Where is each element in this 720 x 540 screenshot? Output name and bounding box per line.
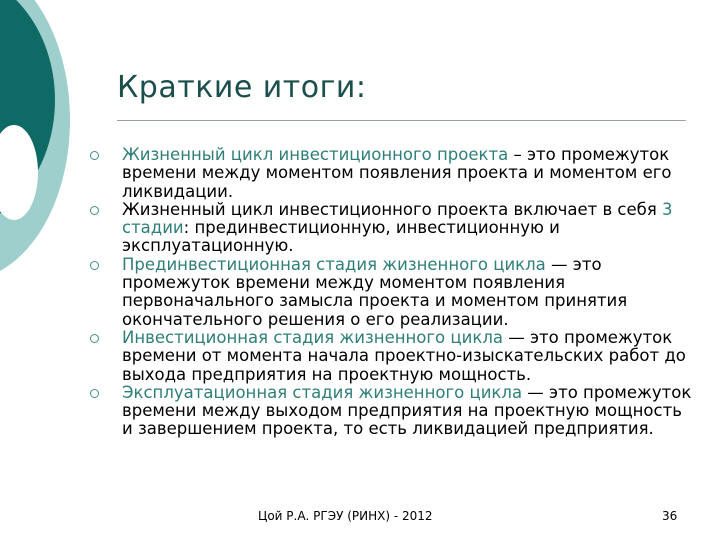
bullet-item [85, 384, 695, 439]
bullet-item [85, 256, 695, 329]
bullet-item [85, 201, 695, 256]
bullet-text: — это промежуток времени от момента начала проектно-изыскательских работ до выхода предприятия на проектную мощность. [122, 327, 686, 384]
bullet-text: — это промежуток времени между моментом появления первоначального замысла проекта и моментом принятия окончательного решения о его реализации. [122, 254, 628, 329]
bullet-text: : прединвестиционную, инвестиционную и эксплуатационную. [122, 218, 560, 256]
circle-bullet-icon [90, 334, 99, 343]
circle-bullet-icon [90, 389, 99, 398]
circle-bullet-icon [90, 151, 99, 160]
page-number: 36 [662, 509, 678, 523]
circle-bullet-icon [90, 206, 99, 215]
bullet-item [85, 146, 695, 201]
bullet-item [85, 329, 695, 384]
bullet-list [85, 146, 695, 439]
bullet-lead-term: Прединвестиционная стадия жизненного цикла [122, 254, 546, 274]
slide-title: Краткие итоги: [117, 70, 367, 105]
bullet-lead-term: Инвестиционная стадия жизненного цикла [122, 327, 503, 347]
bullet-lead-term: Эксплуатационная стадия жизненного цикла [122, 382, 523, 402]
title-divider [117, 120, 686, 121]
footer-text: Цой Р.А. РГЭУ (РИНХ) - 2012 [258, 509, 433, 523]
circle-bullet-icon [90, 261, 99, 270]
bullet-text: — это промежуток времени между выходом предприятия на проектную мощность и завершением проекта, то есть ликвидацией предприятия. [122, 382, 692, 439]
bullet-highlight: 3 стадии [122, 199, 673, 238]
bullet-text: – это промежуток времени между моментом появления проекта и моментом его ликвидации. [122, 145, 672, 201]
bullet-lead-term: Жизненный цикл инвестиционного проекта [122, 145, 509, 164]
bullet-text: Жизненный цикл инвестиционного проекта включает в себя [122, 199, 662, 219]
